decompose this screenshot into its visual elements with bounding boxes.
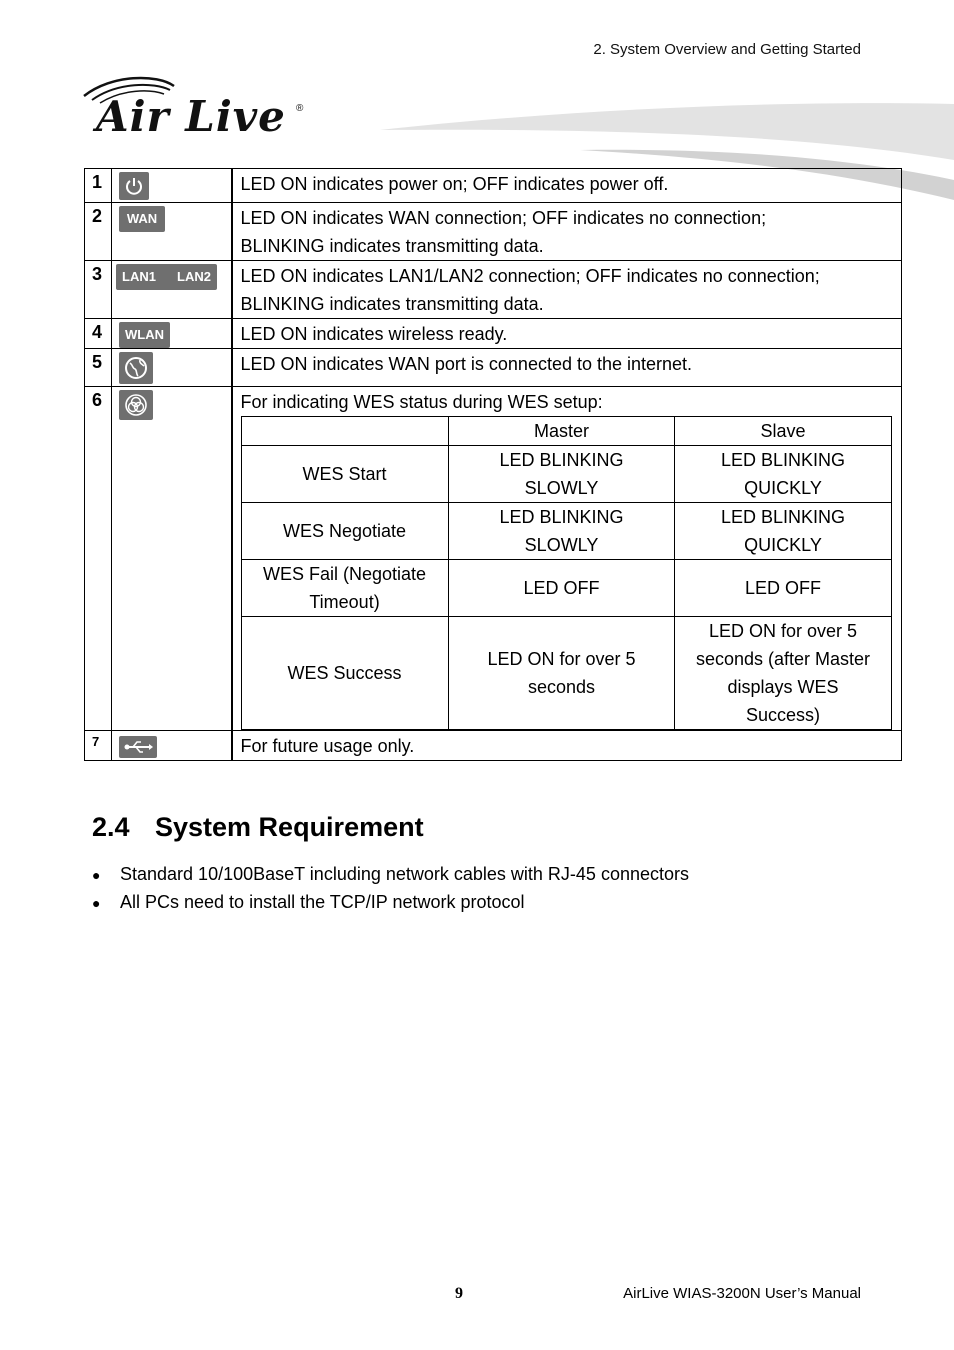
wes-state: WES Negotiate [241,503,448,560]
wes-row [241,503,891,560]
led-description: LED ON indicates power on; OFF indicates power off. [232,169,902,203]
led-row [85,319,902,349]
wes-slave-line: QUICKLY [744,478,822,498]
wes-row [241,560,891,617]
wes-state [241,560,448,617]
led-description-line: LED ON indicates LAN1/LAN2 connection; OFF indicates no connection; [240,266,820,286]
chapter-header: 2. System Overview and Getting Started [593,41,861,58]
usb-icon [119,736,157,758]
led-description-line: BLINKING indicates transmitting data. [240,236,544,256]
led-row [85,387,902,731]
led-description-line: BLINKING indicates transmitting data. [240,294,544,314]
wes-slave-line: seconds (after Master [695,649,871,669]
wes-master: LED OFF [448,560,675,617]
row-number: 2 [85,203,112,261]
row-number: 1 [85,169,112,203]
lan-icon [116,264,217,290]
row-number: 4 [85,319,112,349]
wes-slave-line: LED ON for over 5 [708,621,858,641]
led-row [85,349,902,387]
wes-icon [119,390,153,420]
wes-slave [675,617,891,730]
wes-header-slave: Slave [675,417,891,446]
wes-row [241,617,891,730]
wes-header-cell [241,417,448,446]
footer-title: AirLive WIAS-3200N User’s Manual [623,1285,861,1302]
row-number: 7 [85,731,112,761]
wes-state: WES Success [241,617,448,730]
led-description: LED ON indicates WAN port is connected to the internet. [232,349,902,387]
wan-icon: WAN [119,206,165,232]
section-number: 2.4 [92,812,130,842]
list-item [92,860,689,888]
row-number: 5 [85,349,112,387]
wes-state-line: Timeout) [309,592,380,612]
led-row [85,203,902,261]
wes-state-line: WES Fail (Negotiate [263,564,427,584]
led-description: For future usage only. [232,731,902,761]
list-item-text: Standard 10/100BaseT including network cables with RJ-45 connectors [120,864,689,884]
wes-status-table [241,416,892,730]
wes-master-line: seconds [528,677,596,697]
led-row [85,261,902,319]
led-description [232,203,902,261]
section-heading [92,812,424,843]
lan1-label: LAN1 [122,269,156,284]
wes-slave-line: QUICKLY [744,535,822,555]
power-icon [119,172,149,200]
wes-header-row [241,417,891,446]
led-description [232,261,902,319]
wes-slave-line: LED BLINKING [720,450,846,470]
wes-slave-line: Success) [745,705,820,725]
logo-registered-mark: ® [296,103,304,114]
row-number: 3 [85,261,112,319]
wlan-icon: WLAN [119,322,170,348]
wes-master-line: SLOWLY [524,478,599,498]
wes-slave [675,503,891,560]
bullet-icon: ● [92,867,101,883]
wes-master-line: LED BLINKING [499,450,624,470]
airlive-logo [82,76,322,146]
wes-master [448,446,675,503]
wes-slave: LED OFF [675,560,891,617]
wes-slave [675,446,891,503]
bullet-icon: ● [92,895,101,911]
wes-master [448,617,675,730]
list-item [92,888,689,916]
requirements-list [92,860,689,916]
page-number: 9 [455,1285,463,1302]
wes-header-master: Master [448,417,675,446]
wes-intro: For indicating WES status during WES setup: [240,392,603,412]
list-item-text: All PCs need to install the TCP/IP network protocol [120,892,525,912]
wes-master-line: LED BLINKING [499,507,624,527]
globe-icon [119,352,153,384]
led-table [84,168,902,761]
lan2-label: LAN2 [177,269,211,284]
led-row [85,169,902,203]
led-description [232,387,902,731]
wes-master-line: SLOWLY [524,535,599,555]
wes-master-line: LED ON for over 5 [487,649,636,669]
wes-row [241,446,891,503]
led-row [85,731,902,761]
led-description-line: LED ON indicates WAN connection; OFF indicates no connection; [240,208,767,228]
led-description: LED ON indicates wireless ready. [232,319,902,349]
wes-state: WES Start [241,446,448,503]
logo-wordmark: Air Live [96,92,286,141]
wes-slave-line: LED BLINKING [720,507,846,527]
row-number: 6 [85,387,112,731]
wes-slave-line: displays WES [727,677,839,697]
section-title: System Requirement [155,812,424,842]
wes-master [448,503,675,560]
